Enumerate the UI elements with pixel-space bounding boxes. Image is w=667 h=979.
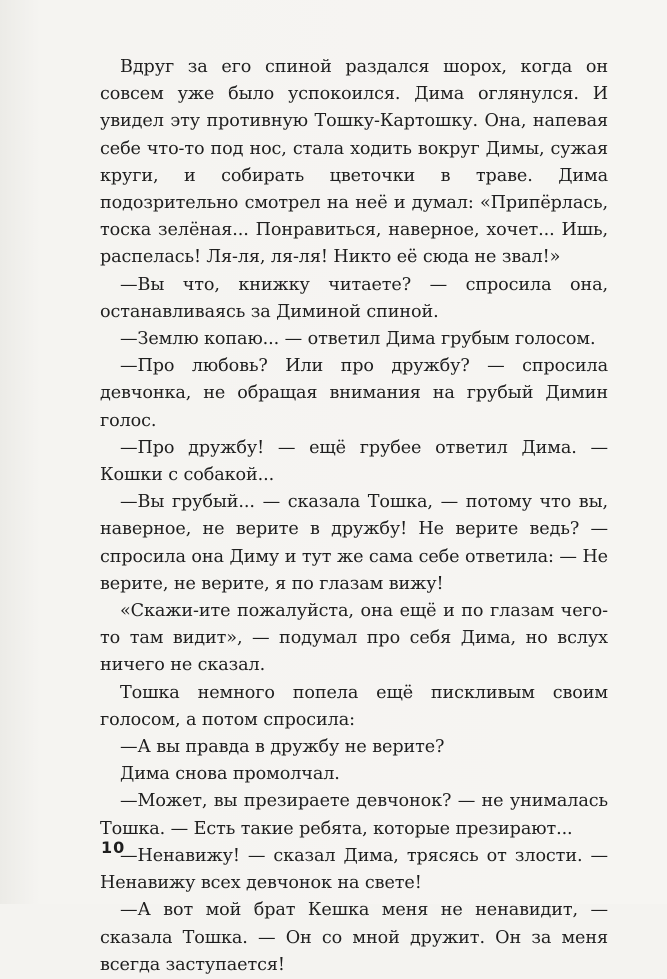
paragraph: —Вы грубый... — сказала Тошка, — потому что вы, наверное, не верите в дружбу! Не верите ведь? — спросила она Диму и тут же сама себе ответила: — Не верите, не верите, я по глазам вижу! — [100, 492, 608, 594]
paragraph: Тошка немного попела ещё пискливым своим голосом, а потом спросила: — [100, 682, 608, 730]
paragraph: —Может, вы презираете девчонок? — не унималась Тошка. — Есть такие ребята, которые презирают... — [100, 791, 608, 839]
paragraph: —Землю копаю... — ответил Дима грубым голосом. — [120, 329, 596, 350]
page-text — [100, 54, 608, 979]
paragraph: —А вы правда в дружбу не верите? — [120, 737, 445, 758]
paragraph: —Вы что, книжку читаете? — спросила она, останавливаясь за Диминой спиной. — [100, 274, 608, 322]
paragraph: Вдруг за его спиной раздался шорох, когда он совсем уже было успокоился. Дима оглянулся. И увидел эту противную Тошку-Картошку. Она, напевая себе что-то под нос, стала ходить вокруг Димы, сужая круги, и собирать цветочки в траве. Дима подозрительно смотрел на неё и думал: «Припёрлась, тоска зелёная... Понравиться, наверное, хочет... Ишь, распелась! Ля-ля, ля-ля! Никто её сюда не звал!» — [100, 57, 608, 268]
page-number: 10 — [101, 838, 126, 857]
paragraph: —Ненавижу! — сказал Дима, трясясь от злости. — Ненавижу всех девчонок на свете! — [100, 845, 608, 894]
paragraph: —А вот мой брат Кешка меня не ненавидит, — сказала Тошка. — Он со мной дружит. Он за меня всегда заступается! — [100, 900, 608, 975]
paragraph: —Про любовь? Или про дружбу? — спросила девчонка, не обращая внимания на грубый Димин голос. — [100, 356, 608, 431]
paragraph: —Про дружбу! — ещё грубее ответил Дима. — Кошки с собакой... — [100, 437, 608, 486]
paragraph: Дима снова промолчал. — [120, 764, 340, 785]
paragraph: «Скажи-ите пожалуйста, она ещё и по глазам чего-то там видит», — подумал про себя Дима, но вслух ничего не сказал. — [100, 601, 608, 676]
